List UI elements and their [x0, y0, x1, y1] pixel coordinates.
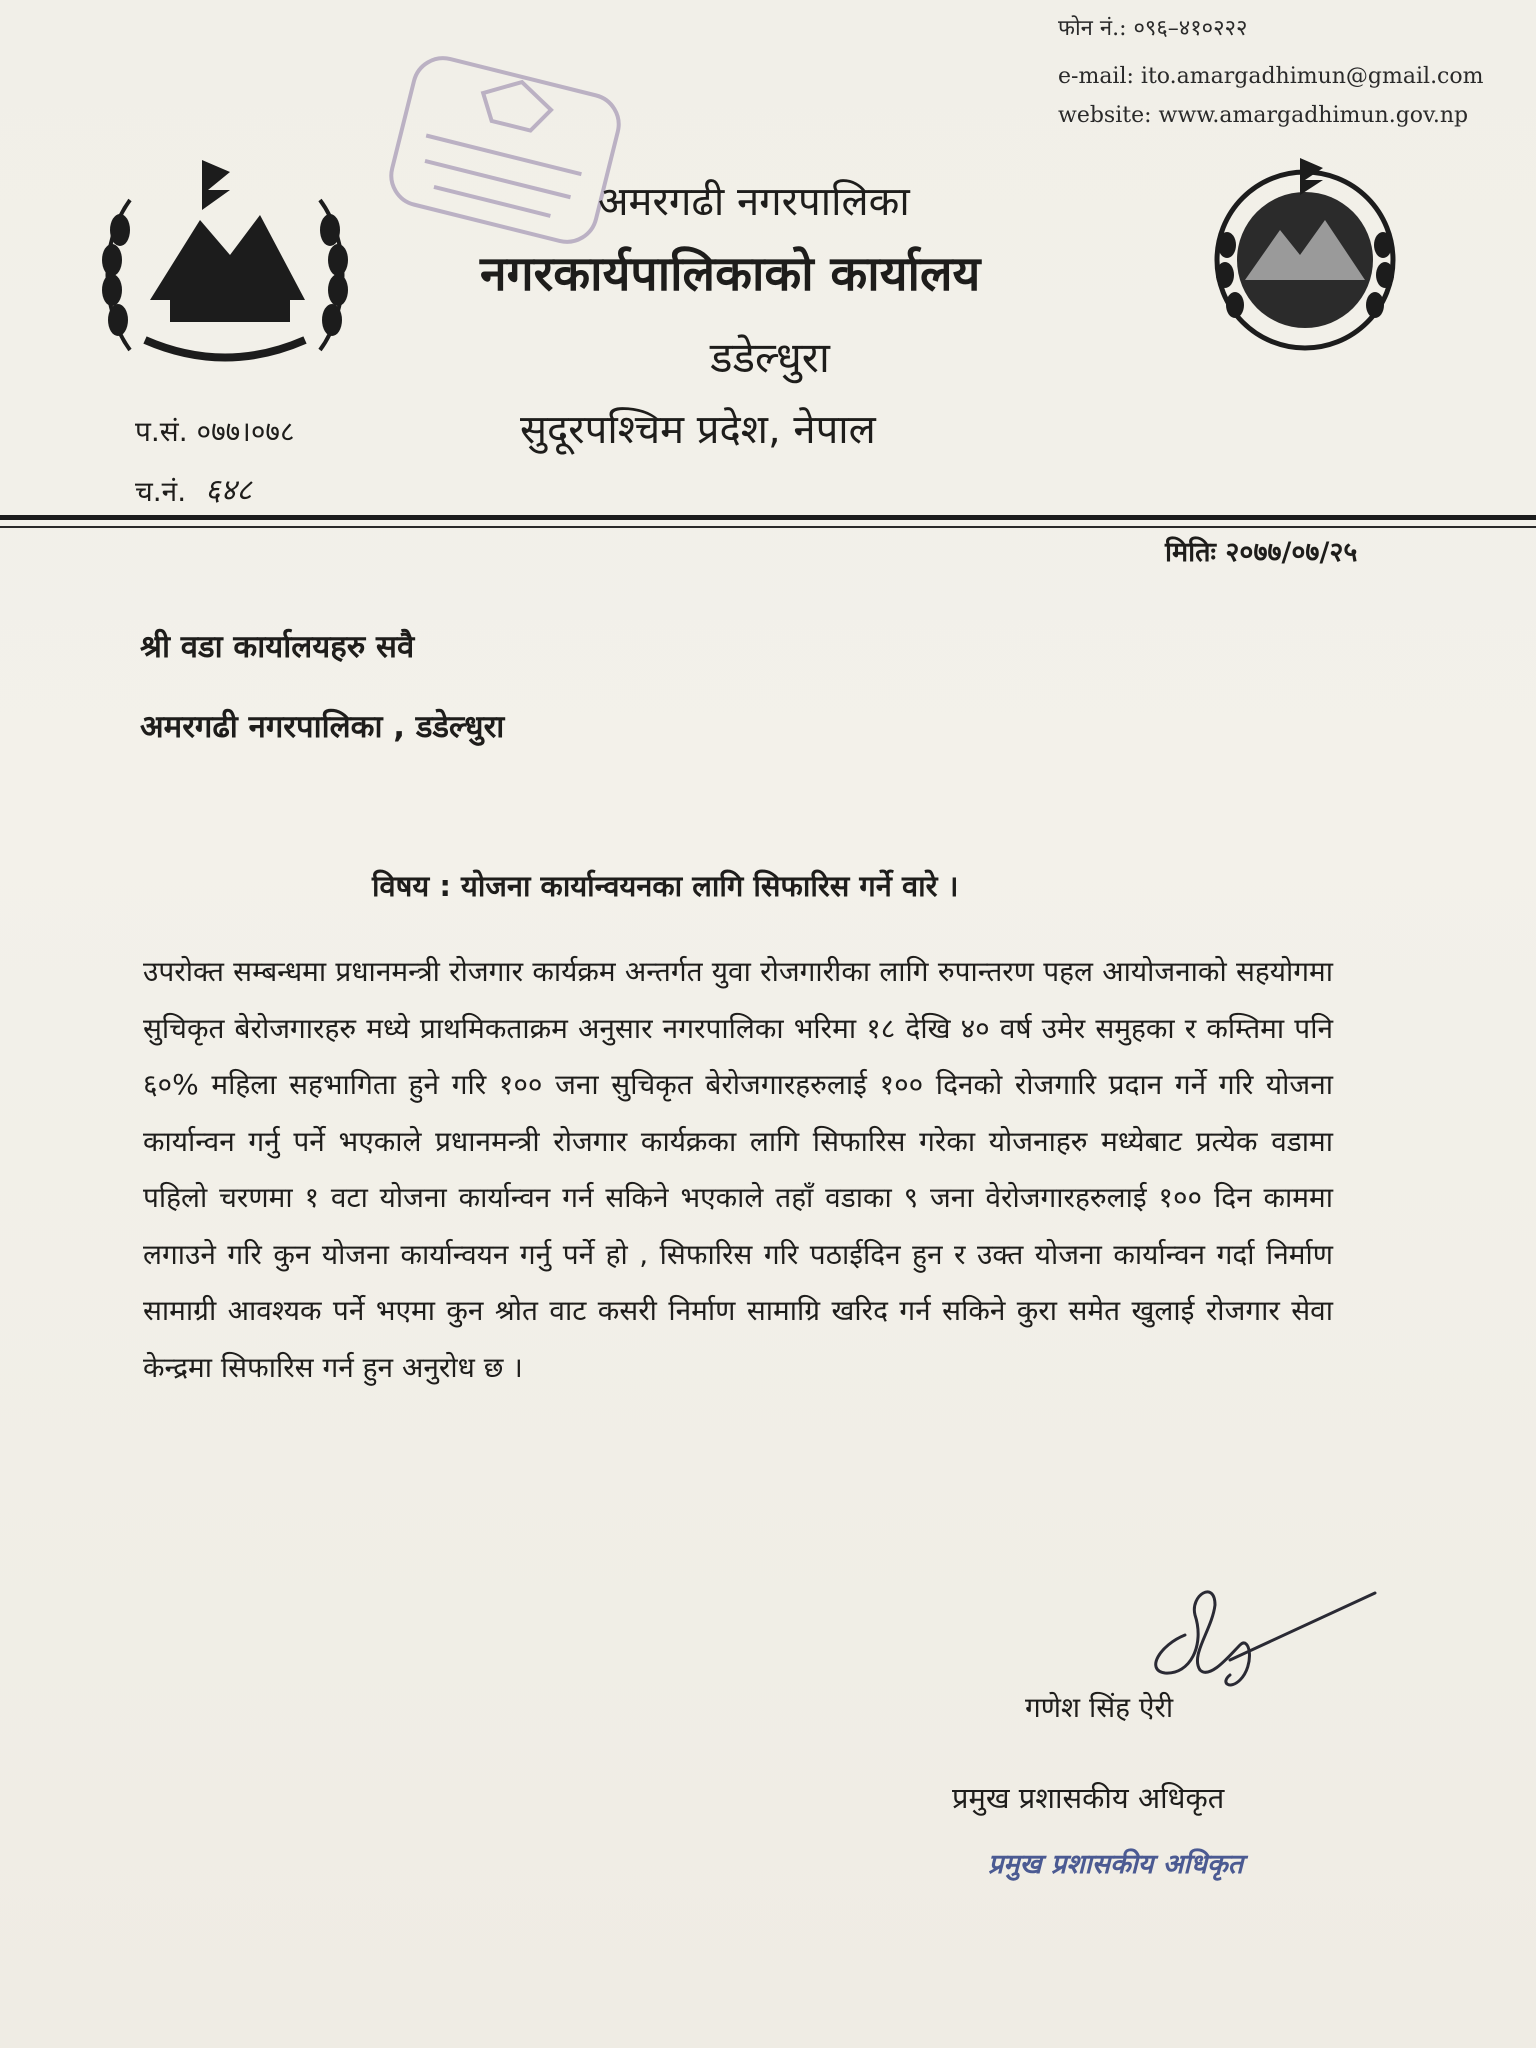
email-address[interactable]: e-mail: ito.amargadhimun@gmail.com — [1058, 64, 1484, 89]
signatory-title: प्रमुख प्रशासकीय अधिकृत — [952, 1781, 1225, 1815]
dispatch-label: च.नं. — [135, 475, 187, 508]
office-seal-stamp-icon — [375, 55, 635, 245]
handwritten-signature — [1090, 1575, 1390, 1695]
municipality-name: अमरगढी नगरपालिका — [598, 179, 910, 225]
letter-body: उपरोक्त सम्बन्धमा प्रधानमन्त्री रोजगार कार्यक्रम अन्तर्गत युवा रोजगारीका लागि रुपान्तरण पहल आयोजनाको सहयोगमा सुचिकृत बेरोजगारहरु मध्ये प्राथमिकताक्रम अनुसार नगरपालिका भरिमा १८ देखि ४० वर्ष उमेर समुहका र कम्तिमा पनि ६०% महिला सहभागिता हुने गरि १०० जना सुचिकृत बेरोजगारहरुलाई १०० दिनको रोजगारि प्रदान गर्ने गरि योजना कार्यान्वन गर्नु पर्ने भएकाले प्रधानमन्त्री रोजगार कार्यक्रका लागि सिफारिस गरेका योजनाहरु मध्येबाट प्रत्येक वडामा पहिलो चरणमा १ वटा योजना कार्यान्वन गर्न सकिने भएकाले तहाँ वडाका ९ जना वेरोजगारहरुलाई १०० दिन काममा लगाउने गरि कुन योजना कार्यान्वयन गर्नु पर्ने हो , सिफारिस गरि पठाईदिन हुन र उक्त योजना कार्यान्वन गर्दा निर्माण सामाग्री आवश्यक पर्ने भएमा कुन श्रोत वाट कसरी निर्माण सामाग्रि खरिद गर्न सकिने कुरा समेत खुलाई रोजगार सेवा केन्द्रमा सिफारिस गर्न हुन अनुरोध छ । — [143, 955, 1333, 1384]
signatory-name: गणेश सिंह ऐरी — [1025, 1691, 1174, 1724]
header-divider-thin — [0, 526, 1536, 528]
dispatch-number: ६४८ — [205, 473, 252, 508]
office-name: नगरकार्यपालिकाको कार्यालय — [480, 246, 981, 302]
designation-stamp: प्रमुख प्रशासकीय अधिकृत — [988, 1849, 1244, 1880]
letter-subject: विषय : योजना कार्यान्वयनका लागि सिफारिस गर्ने वारे । — [372, 869, 959, 903]
letter-date: मितिः २०७७/०७/२५ — [1165, 537, 1358, 568]
province-name: सुदूरपश्चिम प्रदेश, नेपाल — [520, 407, 876, 453]
website-link[interactable]: website: www.amargadhimun.gov.np — [1058, 103, 1469, 128]
header-divider-thick — [0, 515, 1536, 520]
recipient-line-1: श्री वडा कार्यालयहरु सवै — [140, 629, 415, 665]
phone-number: फोन नं.: ०९६–४१०२२२ — [1058, 16, 1248, 41]
nepal-emblem-icon — [90, 150, 360, 375]
municipality-logo-icon — [1205, 150, 1405, 360]
district-name: डडेल्धुरा — [710, 333, 830, 382]
recipient-line-2: अमरगढी नगरपालिका , डडेल्धुरा — [140, 709, 505, 745]
fiscal-year-reference: प.सं. ०७७।०७८ — [135, 415, 295, 448]
